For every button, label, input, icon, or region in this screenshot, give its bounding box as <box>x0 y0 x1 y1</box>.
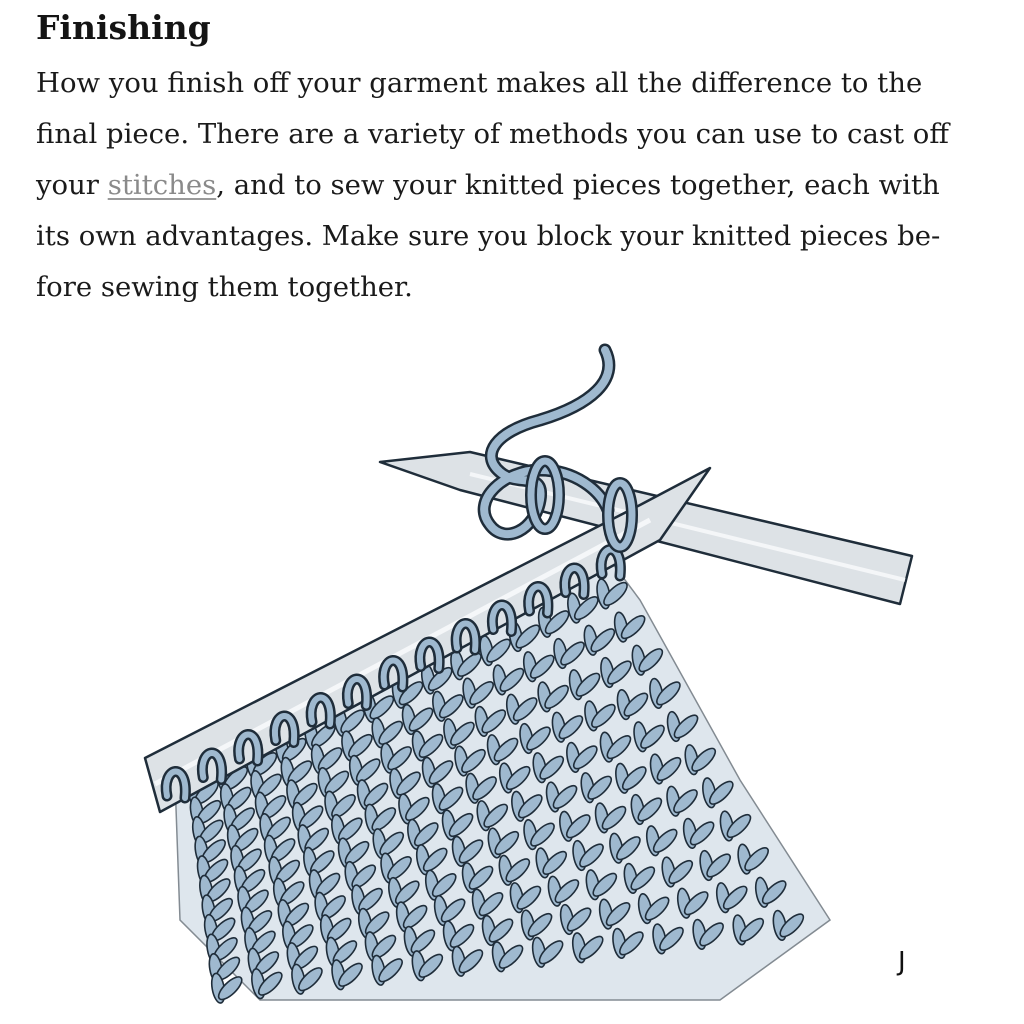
paragraph-line-5: fore sewing them together. <box>36 271 413 303</box>
paragraph-line-1: How you finish off your garment makes all the difference to the <box>36 67 923 99</box>
knitting-illustration <box>0 320 1024 1024</box>
stitches-link[interactable]: stitches <box>107 169 217 201</box>
paragraph-line-3 <box>36 160 1008 211</box>
paragraph-line-4: its own advantages. Make sure you block your knitted pieces be- <box>36 220 941 252</box>
artist-signature: J <box>898 947 906 977</box>
intro-paragraph <box>36 58 1008 313</box>
paragraph-line-2: final piece. There are a variety of methods you can use to cast off <box>36 118 949 150</box>
paragraph-line-3-start: your <box>36 169 108 201</box>
paragraph-line-3-end: , and to sew your knitted pieces together, each with <box>216 169 940 201</box>
section-heading: Finishing <box>36 8 211 47</box>
